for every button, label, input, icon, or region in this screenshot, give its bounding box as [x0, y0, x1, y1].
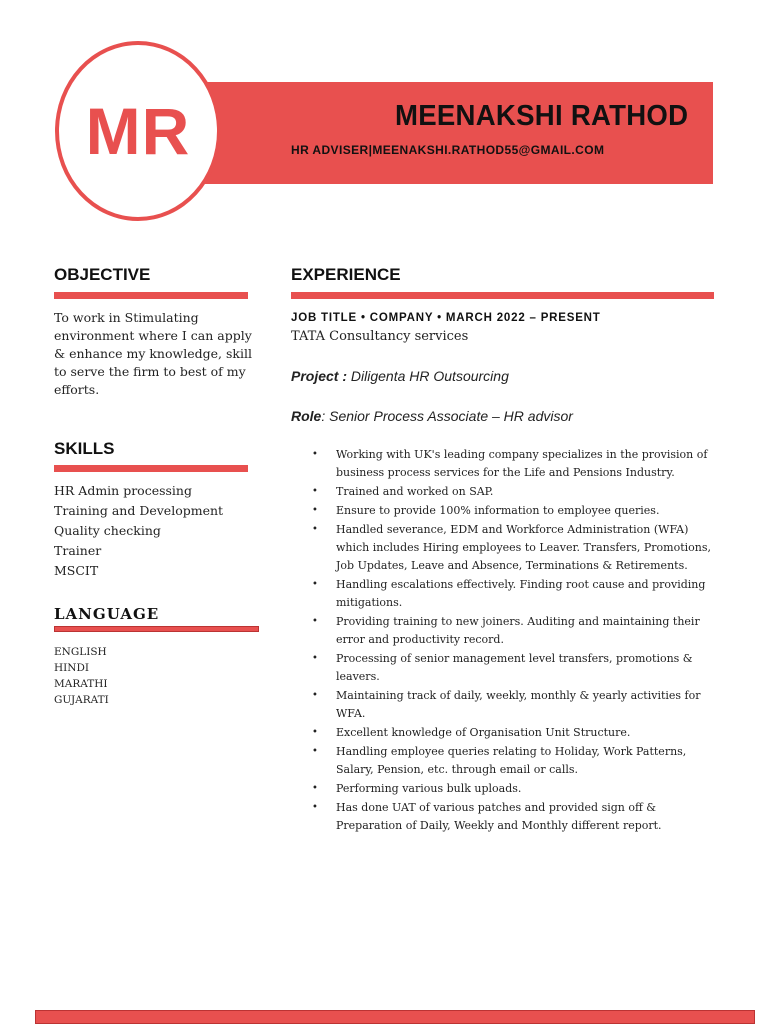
list-item: • Working with UK's leading company specializes in the provision of business process services for the Life and Pensions Industry. — [312, 448, 708, 479]
language-item: MARATHI — [54, 678, 108, 690]
language-item: GUJARATI — [54, 694, 109, 706]
list-item: • Performing various bulk uploads. — [312, 780, 717, 798]
list-item: • Handling employee queries relating to Holiday, Work Patterns, Salary, Pension, etc. through email or calls. — [312, 745, 687, 776]
objective-heading: OBJECTIVE — [54, 265, 151, 284]
bullet-icon: • — [312, 579, 318, 590]
bullet-icon: • — [312, 653, 318, 664]
bullet-icon: • — [312, 783, 318, 794]
list-item: • Processing of senior management level transfers, promotions & leavers. — [312, 652, 693, 683]
project-value: Diligenta HR Outsourcing — [347, 368, 509, 384]
bullet-icon: • — [312, 616, 318, 627]
skill-item: HR Admin processing — [54, 483, 192, 498]
list-item: • Ensure to provide 100% information to employee queries. — [312, 502, 717, 520]
list-item: • Trained and worked on SAP. — [312, 483, 717, 501]
language-rule — [54, 626, 259, 632]
candidate-name: MEENAKSHI RATHOD — [395, 100, 689, 132]
list-item: • Handling escalations effectively. Finding root cause and providing mitigations. — [312, 578, 706, 609]
experience-rule — [291, 292, 714, 299]
project-label: Project : — [291, 368, 348, 384]
footer-bar — [35, 1010, 755, 1024]
experience-heading: EXPERIENCE — [291, 265, 401, 284]
bullet-icon: • — [312, 486, 318, 497]
skill-item: Quality checking — [54, 523, 161, 538]
title-email-line: HR ADVISER|MEENAKSHI.RATHOD55@GMAIL.COM — [291, 143, 605, 157]
list-item: • Handled severance, EDM and Workforce Administration (WFA) which includes Hiring employees to Leaver. Transfers, Promotions, Job Updates, Leave and Absence, Terminations & Retirements. — [312, 523, 711, 572]
objective-rule — [54, 292, 248, 299]
bullet-icon: • — [312, 690, 318, 701]
skills-heading: SKILLS — [54, 439, 115, 458]
skills-list — [54, 481, 264, 581]
bullet-icon: • — [312, 449, 318, 460]
list-item: • Excellent knowledge of Organisation Unit Structure. — [312, 724, 717, 742]
language-item: HINDI — [54, 662, 90, 674]
monogram-circle — [55, 41, 221, 221]
skills-rule — [54, 465, 248, 472]
company-name: TATA Consultancy services — [291, 329, 469, 344]
experience-bullets — [312, 446, 717, 836]
job-line: JOB TITLE • COMPANY • MARCH 2022 – PRESENT — [291, 312, 601, 324]
skill-item: MSCIT — [54, 563, 99, 578]
objective-text: To work in Stimulating environment where I can apply & enhance my knowledge, skill to serve the firm to best of my efforts. — [54, 310, 252, 397]
skill-item: Trainer — [54, 543, 102, 558]
bullet-icon: • — [312, 727, 318, 738]
role-line — [291, 408, 573, 424]
bullet-icon: • — [312, 505, 318, 516]
bullet-icon: • — [312, 746, 318, 757]
language-item: ENGLISH — [54, 646, 107, 658]
role-label: Role — [291, 408, 322, 424]
skill-item: Training and Development — [54, 503, 224, 518]
role-value: : Senior Process Associate – HR advisor — [321, 408, 573, 424]
list-item: • Maintaining track of daily, weekly, monthly & yearly activities for WFA. — [312, 689, 701, 720]
language-list — [54, 644, 254, 708]
project-line — [291, 368, 509, 384]
list-item: • Has done UAT of various patches and provided sign off & Preparation of Daily, Weekly and Monthly different report. — [312, 801, 662, 832]
bullet-icon: • — [312, 802, 318, 813]
monogram-initials: MR — [85, 94, 191, 168]
list-item: • Providing training to new joiners. Auditing and maintaining their error and productivity record. — [312, 615, 700, 646]
language-heading: LANGUAGE — [54, 605, 160, 623]
bullet-icon: • — [312, 524, 318, 535]
